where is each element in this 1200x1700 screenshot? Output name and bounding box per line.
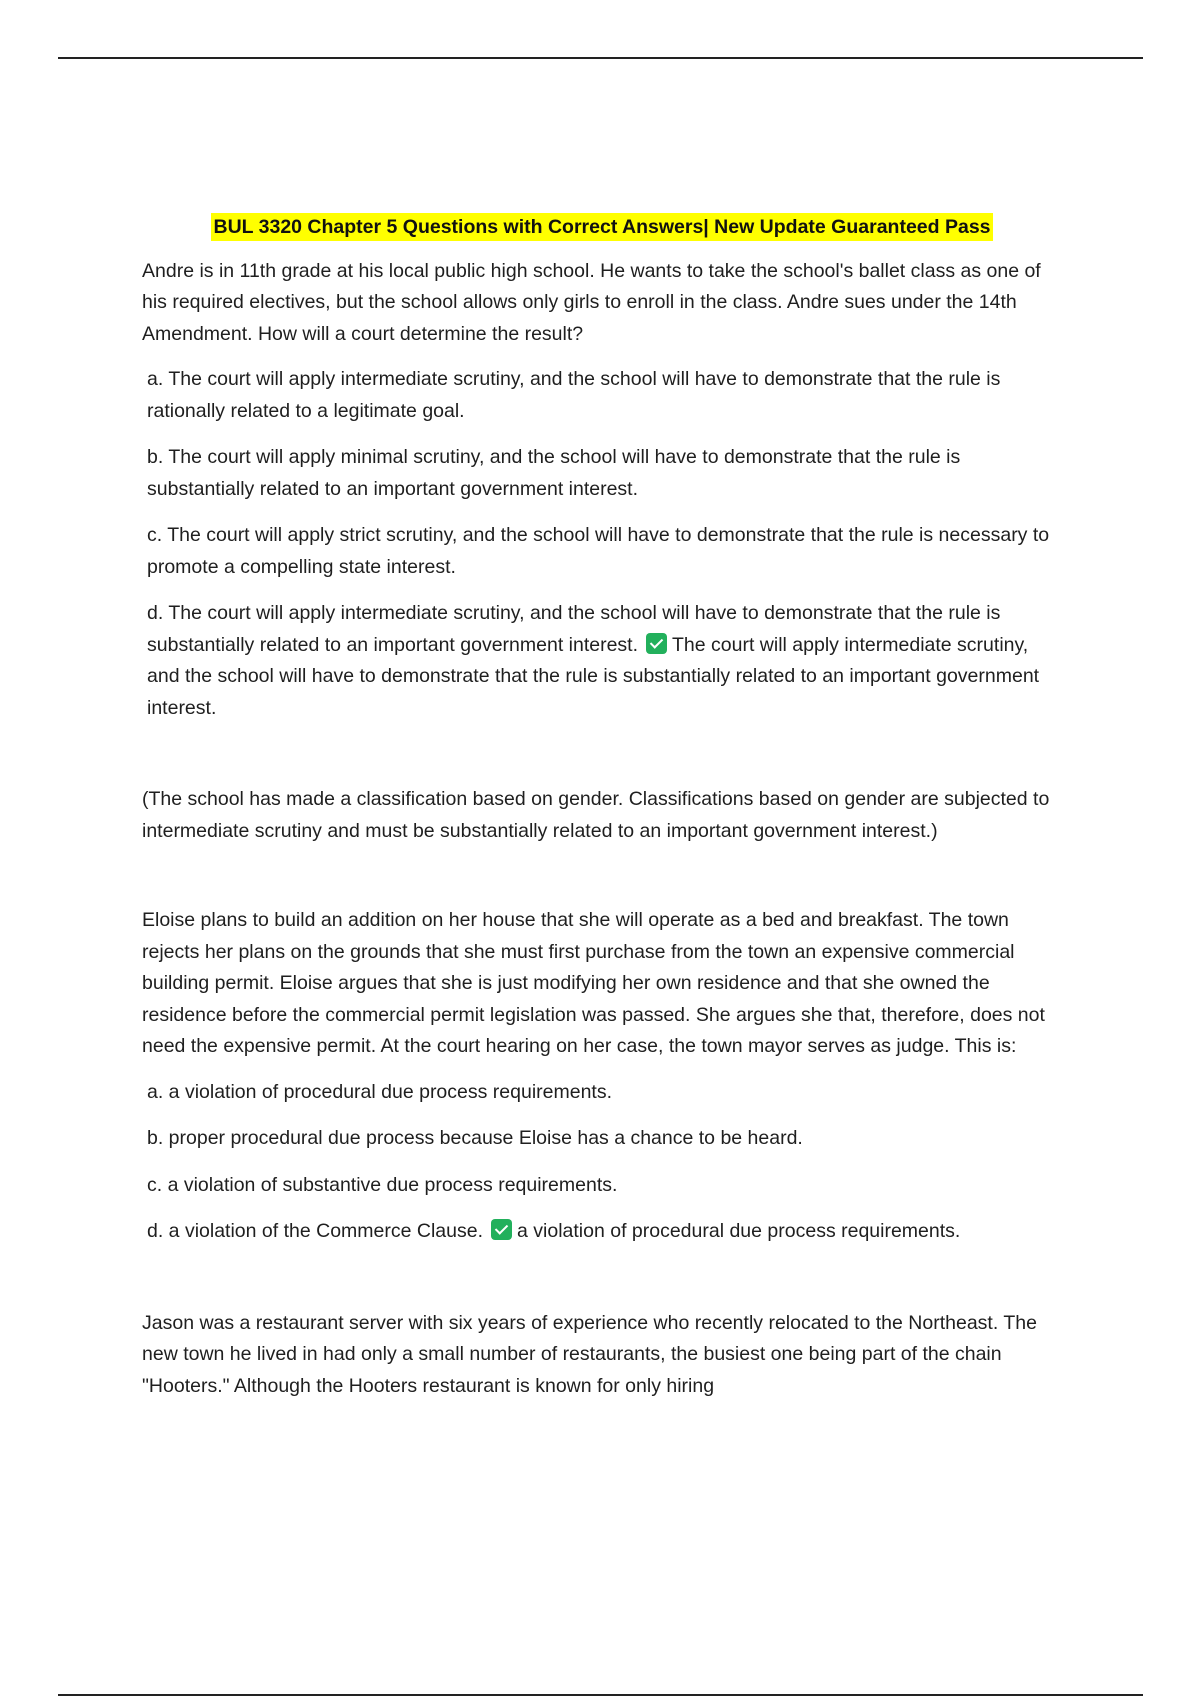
question-2-option-d-text: d. a violation of the Commerce Clause. (147, 1220, 483, 1242)
check-icon (646, 633, 667, 654)
question-1-option-d-text: d. The court will apply intermediate scrutiny, and the school will have to demonstrate that the rule is substantially related to an important government interest. (147, 602, 1001, 656)
question-1-option-c: c. The court will apply strict scrutiny, and the school will have to demonstrate that the rule is necessary to promote a compelling state interest. (147, 524, 1050, 578)
question-1-option-d (147, 598, 1062, 724)
title-row (142, 212, 1062, 244)
question-1-explanation: (The school has made a classification based on gender. Classifications based on gender are subjected to intermediate scrutiny and must be substantially related to an important government interest.) (142, 788, 1050, 842)
question-2-option-a: a. a violation of procedural due process requirements. (147, 1080, 613, 1103)
question-1-option-b: b. The court will apply minimal scrutiny, and the school will have to demonstrate that the rule is substantially related to an important government interest. (147, 446, 961, 500)
document-body (142, 212, 1062, 1416)
question-2-option-b: b. proper procedural due process because Eloise has a chance to be heard. (147, 1127, 803, 1149)
question-1-option-a: a. The court will apply intermediate scrutiny, and the school will have to demonstrate that the rule is rationally related to a legitimate goal. (147, 368, 1001, 422)
header-rule (58, 57, 1143, 59)
question-3-text: Jason was a restaurant server with six years of experience who recently relocated to the Northeast. The new town he lived in had only a small number of restaurants, the busiest one being part of the chain "Hooters." Although the Hooters restaurant is known for only hiring (142, 1311, 1037, 1397)
document-title: BUL 3320 Chapter 5 Questions with Correct Answers| New Update Guaranteed Pass (211, 213, 992, 241)
question-2-option-c: c. a violation of substantive due process requirements. (147, 1173, 618, 1196)
question-1-answer: The court will apply intermediate scrutiny, and the school will have to demonstrate that the rule is substantially related to an important government interest. (147, 633, 1040, 719)
question-2-text: Eloise plans to build an addition on her house that she will operate as a bed and breakfast. The town rejects her plans on the grounds that she must first purchase from the town an expensive commercial building permit. Eloise argues that she is just modifying her own residence and that she owned the residence before the commercial permit legislation was passed. She argues she that, therefore, does not need the expensive permit. At the court hearing on her case, the town mayor serves as judge. This is: (142, 909, 1045, 1057)
question-2-answer: a violation of procedural due process requirements. (517, 1220, 961, 1242)
check-icon (491, 1219, 512, 1240)
question-1-text: Andre is in 11th grade at his local public high school. He wants to take the school's ballet class as one of his required electives, but the school allows only girls to enroll in the class. Andre sues under the 14th Amendment. How will a court determine the result? (142, 259, 1041, 345)
footer-rule (58, 1694, 1143, 1696)
question-2-option-d (147, 1216, 1062, 1248)
